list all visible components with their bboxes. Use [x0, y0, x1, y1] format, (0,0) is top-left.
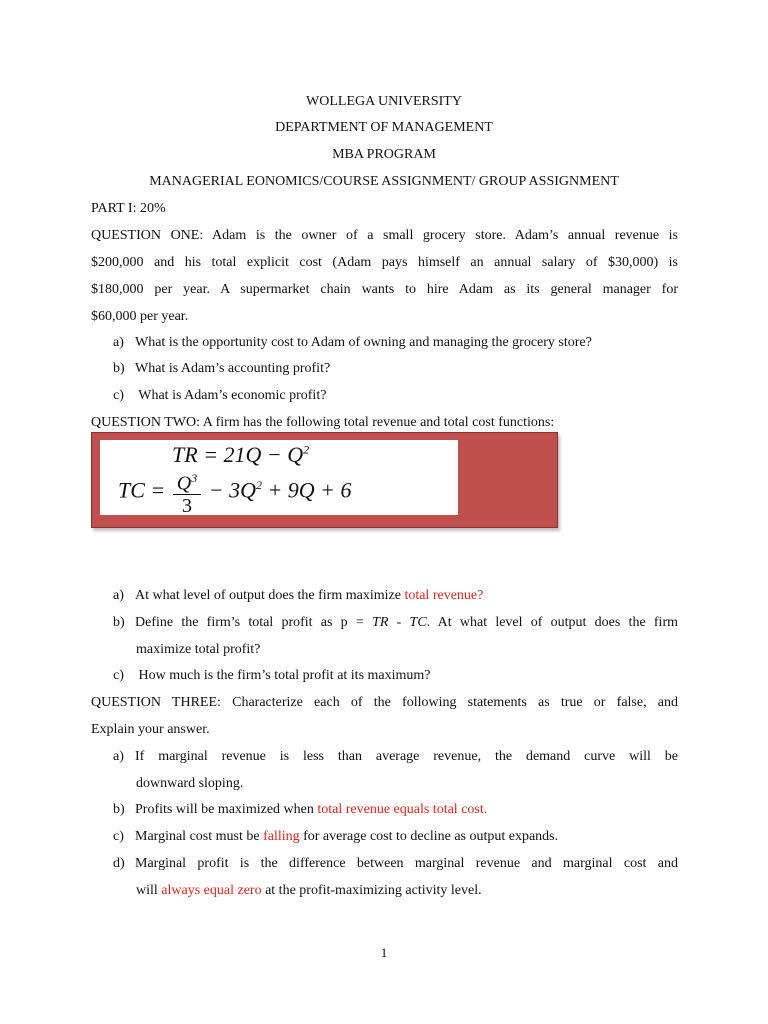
q1-item-b: b) What is Adam’s accounting profit?: [113, 361, 331, 376]
q1-line-4: $60,000 per year.: [91, 309, 189, 324]
q1-line-2: $200,000 and his total explicit cost (Adam pays himself an annual salary of $30,000) is: [91, 255, 678, 270]
q1-item-c: c) What is Adam’s economic profit?: [113, 388, 327, 403]
page-number: 1: [380, 945, 388, 960]
q3-item-c: c) Marginal cost must be falling for average cost to decline as output expands.: [113, 829, 559, 844]
q2-item-b-cont: maximize total profit?: [136, 642, 261, 657]
q3-item-a-cont: downward sloping.: [136, 776, 244, 791]
part-heading: PART I: 20%: [91, 201, 166, 216]
tr-equation: TR = $21Q - Q^2$: [172, 442, 310, 467]
q3-intro-1: QUESTION THREE: Characterize each of the following statements as true or false, and: [91, 695, 678, 710]
q3-item-d-cont: will always equal zero at the profit-maximizing activity level.: [136, 883, 482, 898]
q2-item-c: c) How much is the firm’s total profit at its maximum?: [113, 668, 431, 683]
q1-item-a: a) What is the opportunity cost to Adam of owning and managing the grocery store?: [113, 335, 592, 350]
q3-item-b: b) Profits will be maximized when total revenue equals total cost.: [113, 802, 488, 817]
q3-intro-2: Explain your answer.: [91, 722, 210, 737]
q2-item-b: b) Define the firm’s total profit as p = TR - TC. At what level of output does the firm: [113, 615, 678, 630]
q2-item-a: a) At what level of output does the firm maximize total revenue?: [113, 588, 484, 603]
q1-line-1: QUESTION ONE: Adam is the owner of a small grocery store. Adam’s annual revenue is: [91, 228, 678, 243]
course-title: MANAGERIAL EONOMICS/COURSE ASSIGNMENT/ GROUP ASSIGNMENT: [149, 174, 619, 189]
q3-item-d: d) Marginal profit is the difference between marginal revenue and marginal cost and: [113, 856, 678, 871]
university-title: WOLLEGA UNIVERSITY: [306, 94, 462, 109]
formula-box: [100, 440, 458, 515]
tc-equation: TC = $\frac{Q^3}{3}$ − $3Q^2 + 9Q + 6$: [118, 468, 352, 517]
tc-fraction: $\frac{Q^3}{3}$: [173, 468, 201, 517]
q3-item-a: a) If marginal revenue is less than average revenue, the demand curve will be: [113, 749, 678, 764]
program-title: MBA PROGRAM: [332, 147, 436, 162]
department-title: DEPARTMENT OF MANAGEMENT: [275, 120, 493, 135]
q2-intro: QUESTION TWO: A firm has the following total revenue and total cost functions:: [91, 415, 555, 430]
q1-line-3: $180,000 per year. A supermarket chain wants to hire Adam as its general manager for: [91, 282, 678, 297]
